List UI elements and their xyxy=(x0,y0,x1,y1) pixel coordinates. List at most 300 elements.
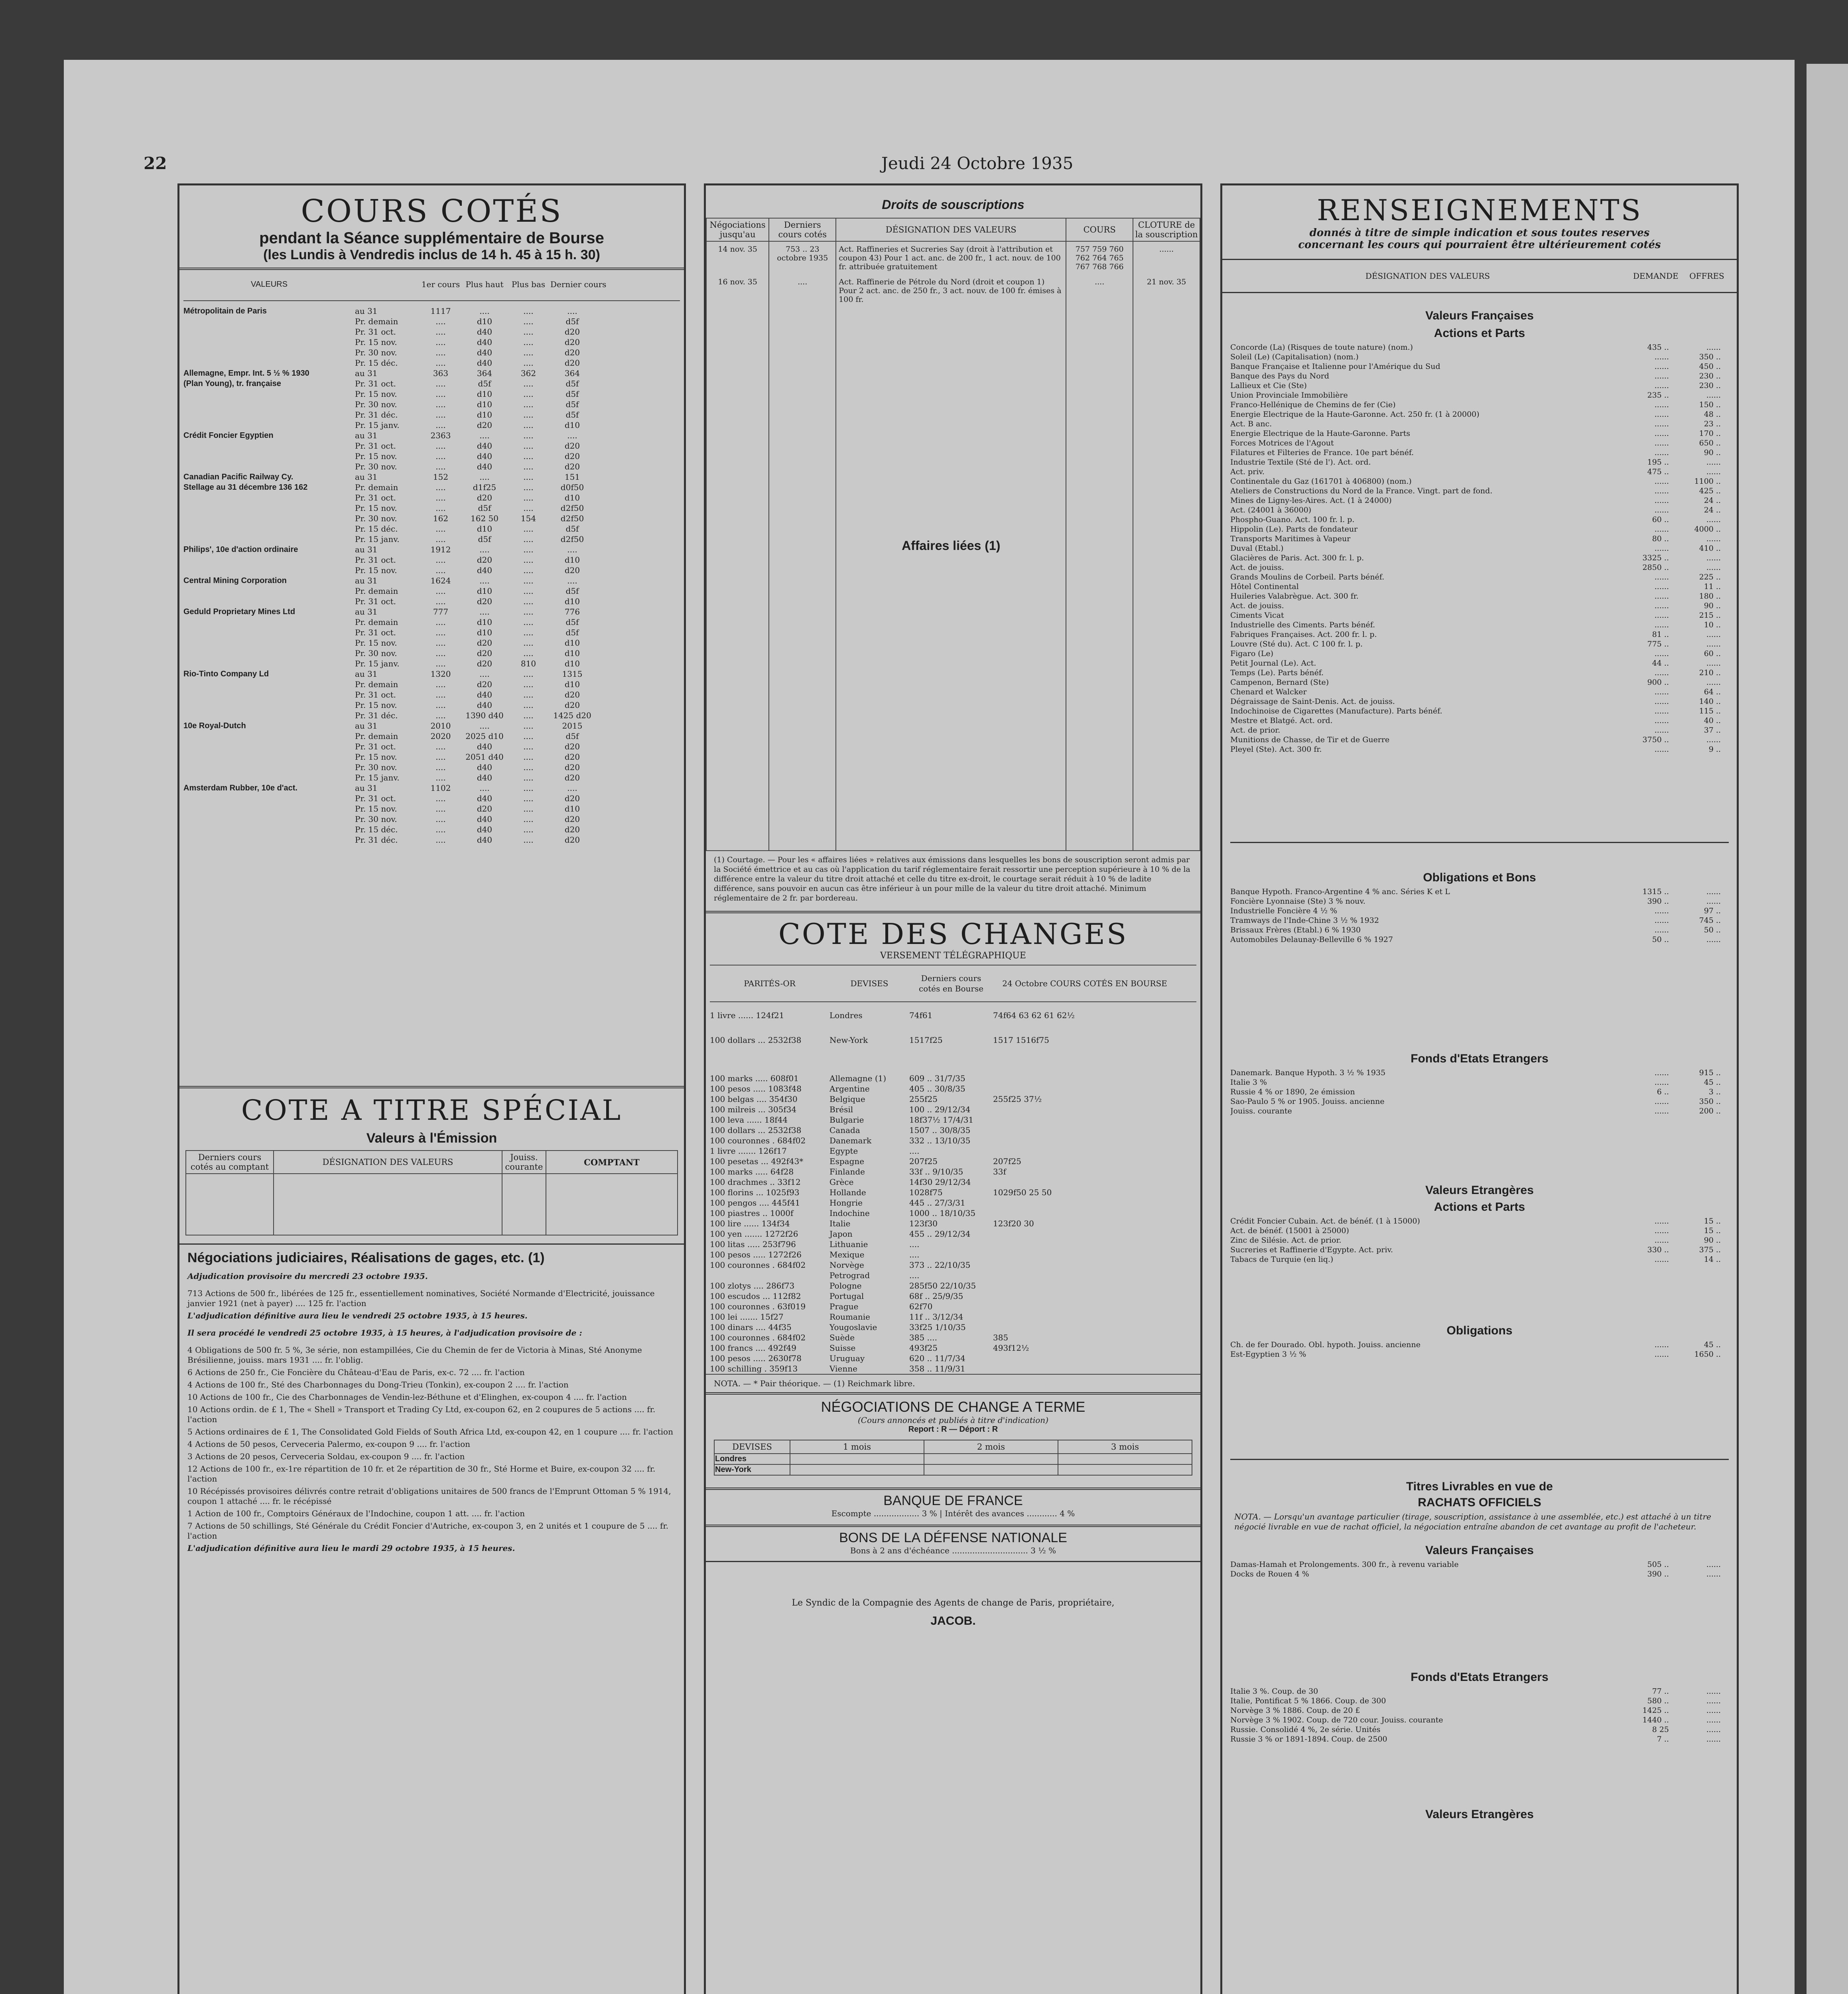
change-row xyxy=(710,1281,1196,1291)
row-1er: .... xyxy=(435,451,446,461)
renseignement-row xyxy=(1230,678,1729,687)
renseignement-name: Ciments Vicat xyxy=(1230,611,1284,620)
emission-table xyxy=(185,1150,678,1235)
cours-row xyxy=(183,368,680,378)
renseignement-demande: ...... xyxy=(1654,448,1669,457)
row-1er: .... xyxy=(435,773,446,782)
row-1er: 152 xyxy=(433,472,449,482)
row-1er: .... xyxy=(435,814,446,824)
renseignement-name: Jouiss. courante xyxy=(1230,1107,1292,1115)
renseignement-demande: 3750 .. xyxy=(1642,735,1669,744)
row-plus-haut: 162 50 xyxy=(471,514,498,523)
row-plus-bas: .... xyxy=(523,763,534,772)
renseignement-offres: 50 .. xyxy=(1704,926,1721,934)
renseignements-body xyxy=(1222,309,1737,1821)
renseignement-demande: ...... xyxy=(1654,381,1669,390)
row-delay: Pr. demain xyxy=(355,586,398,596)
row-1er: .... xyxy=(435,680,446,689)
row-dernier: d10 xyxy=(564,493,580,502)
renseignement-demande: ...... xyxy=(1654,1226,1669,1235)
row-dernier: d20 xyxy=(564,462,580,471)
renseignement-row xyxy=(1230,524,1729,534)
change-cours xyxy=(993,1084,1176,1094)
renseignement-row xyxy=(1230,735,1729,745)
row-plus-bas: .... xyxy=(523,628,534,637)
renseignement-demande: ...... xyxy=(1654,525,1669,534)
row-dernier: d5f xyxy=(565,389,579,399)
row-dernier: d20 xyxy=(564,742,580,751)
row-1er: .... xyxy=(435,410,446,420)
row-plus-bas: .... xyxy=(523,794,534,803)
row-plus-haut: d20 xyxy=(477,420,493,430)
renseignement-row xyxy=(1230,706,1729,716)
renseignement-row xyxy=(1230,572,1729,582)
change-row xyxy=(710,1115,1196,1125)
row-valeur xyxy=(183,347,355,358)
row-plus-haut: .... xyxy=(479,431,490,440)
change-parite: 100 schilling . 359f13 xyxy=(710,1364,798,1373)
row-plus-bas: .... xyxy=(523,545,534,554)
cours-row xyxy=(183,544,680,555)
row-1er: 1912 xyxy=(430,545,451,554)
row-delay: Pr. 31 oct. xyxy=(355,794,396,803)
renseignement-offres: 180 .. xyxy=(1699,592,1721,601)
renseignement-name: Grands Moulins de Corbeil. Parts bénéf. xyxy=(1230,573,1385,581)
change-devise: Hongrie xyxy=(829,1198,863,1208)
change-dernier: 100 .. 29/12/34 xyxy=(909,1105,971,1114)
row-valeur xyxy=(183,710,355,721)
droits-close: ...... xyxy=(1133,241,1200,274)
change-row xyxy=(710,1125,1196,1135)
renseignement-demande: 390 .. xyxy=(1647,897,1669,906)
renseignement-row xyxy=(1230,429,1729,438)
section-heading: Obligations et Bons xyxy=(1423,871,1536,884)
row-1er: 162 xyxy=(433,514,449,523)
change-cours: 74f64 63 62 61 62½ xyxy=(993,1011,1075,1020)
renseignement-name: Concorde (La) (Risques de toute nature) (nom.) xyxy=(1230,343,1413,352)
row-plus-haut: d20 xyxy=(477,659,493,668)
row-plus-bas: .... xyxy=(523,638,534,648)
row-valeur: Philips', 10e d'action ordinaire xyxy=(183,545,298,554)
droits-table: Négociations jusqu'au Derniers cours cotés DÉSIGNATION DES VALEURS COURS CLOTURE de la souscription 14 nov. 35 753 .. 23 octobre 1935 Act. Raffineries et Sucreries Say (droit à l'attribution et coupon 43) Pour 1 act. anc. de 200 fr., 1 act. nouv. de 100 fr. attribuée gratuitement 757 759 760 762 764 765 767 768 766 ...... 16 nov. 35 .... Act. Raffinerie de Pétrole du Nord (droit et coupon 1) Pour 2 act. anc. de 250 fr., 3 act. nouv. de 100 fr. émises à 100 fr. .... 21 nov. 35 Affaires liées (1) xyxy=(706,218,1200,851)
renseignement-offres: 350 .. xyxy=(1699,1097,1721,1106)
row-plus-bas: .... xyxy=(523,731,534,741)
affaires-liees: Affaires liées (1) xyxy=(902,538,1001,553)
renseignement-demande: ...... xyxy=(1654,477,1669,486)
change-devise: Finlande xyxy=(829,1167,865,1176)
cours-row xyxy=(183,451,680,461)
section-heading: Fonds d'Etats Etrangers xyxy=(1411,1052,1549,1065)
row-plus-bas: .... xyxy=(523,348,534,357)
change-devise: Suisse xyxy=(829,1343,856,1353)
renseignement-row xyxy=(1230,419,1729,429)
change-row xyxy=(710,1229,1196,1239)
row-plus-haut: .... xyxy=(479,576,490,585)
droits-last: .... xyxy=(769,274,836,307)
row-delay: Pr. demain xyxy=(355,731,398,741)
cours-row xyxy=(183,638,680,648)
renseignement-name: Industrielle des Ciments. Parts bénéf. xyxy=(1230,621,1375,629)
row-plus-haut: d1f25 xyxy=(473,483,496,492)
change-parite: 100 francs .... 492f49 xyxy=(710,1343,796,1353)
change-row xyxy=(710,1135,1196,1146)
cours-row xyxy=(183,420,680,430)
cours-cotes-header xyxy=(179,270,684,303)
row-dernier: d10 xyxy=(564,659,580,668)
renseignement-offres: ...... xyxy=(1706,1687,1721,1696)
renseignement-name: Damas-Hamah et Prolongements. 300 fr., à revenu variable xyxy=(1230,1560,1459,1569)
row-dernier: d10 xyxy=(564,420,580,430)
cours-row xyxy=(183,316,680,327)
change-devise: Roumanie xyxy=(829,1312,870,1322)
row-delay: Pr. 15 nov. xyxy=(355,700,397,710)
row-valeur xyxy=(183,389,355,399)
renseignement-demande: 1440 .. xyxy=(1642,1716,1669,1724)
row-plus-bas: .... xyxy=(523,483,534,492)
row-valeur xyxy=(183,762,355,772)
row-plus-bas: .... xyxy=(523,814,534,824)
renseignement-offres: 915 .. xyxy=(1699,1068,1721,1077)
row-plus-bas: .... xyxy=(523,524,534,534)
change-dernier: 18f37½ 17/4/31 xyxy=(909,1115,974,1125)
renseignement-offres: ...... xyxy=(1706,1706,1721,1715)
section-heading: Actions et Parts xyxy=(1434,1200,1525,1214)
change-parite: 100 dollars ... 2532f38 xyxy=(710,1125,802,1135)
renseignement-demande: ...... xyxy=(1654,506,1669,514)
renseignement-row xyxy=(1230,1068,1729,1078)
row-plus-haut: 2051 d40 xyxy=(465,752,504,762)
change-cours xyxy=(993,1260,1176,1270)
cours-row xyxy=(183,648,680,658)
renseignement-row xyxy=(1230,1706,1729,1715)
row-plus-haut: d10 xyxy=(477,389,493,399)
changes-sub: VERSEMENT TÉLÉGRAPHIQUE xyxy=(880,951,1026,961)
renseignement-row xyxy=(1230,935,1729,944)
renseignement-name: Sucreries et Raffinerie d'Egypte. Act. priv. xyxy=(1230,1245,1393,1254)
renseignement-row xyxy=(1230,601,1729,611)
renseignement-name: Tramways de l'Inde-Chine 3 ½ % 1932 xyxy=(1230,916,1379,925)
change-cours: 385 xyxy=(993,1333,1009,1342)
change-row xyxy=(710,1332,1196,1343)
cours-row xyxy=(183,461,680,472)
cours-row xyxy=(183,783,680,793)
renseignement-offres: 140 .. xyxy=(1699,697,1721,706)
row-delay: Pr. 15 nov. xyxy=(355,503,397,513)
change-cours xyxy=(993,1177,1176,1187)
renseignement-offres: 60 .. xyxy=(1704,649,1721,658)
row-1er: .... xyxy=(435,690,446,699)
renseignement-name: Figaro (Le) xyxy=(1230,649,1273,658)
emission-col-comptant: COMPTANT xyxy=(546,1151,678,1174)
row-1er: .... xyxy=(435,420,446,430)
change-parite: 100 marks ..... 608f01 xyxy=(710,1074,799,1083)
row-dernier: d20 xyxy=(564,700,580,710)
changes-title: COTE DES CHANGES xyxy=(778,917,1128,951)
emission-col-jouiss: Jouiss. courante xyxy=(502,1151,546,1174)
cours-row xyxy=(183,586,680,596)
section-heading: Valeurs Françaises xyxy=(1425,1544,1534,1557)
change-parite: 100 couronnes . 684f02 xyxy=(710,1136,806,1145)
row-dernier: .... xyxy=(567,576,577,585)
row-delay: Pr. 30 nov. xyxy=(355,400,397,409)
row-plus-bas: .... xyxy=(523,493,534,502)
renseignement-offres: 425 .. xyxy=(1699,487,1721,495)
cours-row xyxy=(183,358,680,368)
change-dernier: 609 .. 31/7/35 xyxy=(909,1074,965,1083)
row-delay: au 31 xyxy=(355,721,378,731)
renseignement-row xyxy=(1230,448,1729,457)
change-cours: 207f25 xyxy=(993,1157,1022,1166)
row-valeur: 10e Royal-Dutch xyxy=(183,721,246,730)
row-valeur: Amsterdam Rubber, 10e d'act. xyxy=(183,784,297,792)
row-dernier: d2f50 xyxy=(560,503,584,513)
row-plus-haut: d20 xyxy=(477,680,493,689)
row-1er: .... xyxy=(435,586,446,596)
row-dernier: 364 xyxy=(564,368,580,378)
row-1er: .... xyxy=(435,337,446,347)
section-heading: RACHATS OFFICIELS xyxy=(1418,1496,1541,1509)
row-plus-haut: d5f xyxy=(478,379,491,388)
change-cours xyxy=(993,1270,1176,1281)
emission-title: Valeurs à l'Émission xyxy=(366,1131,497,1146)
renseignement-demande: ...... xyxy=(1654,906,1669,915)
change-cours xyxy=(993,1115,1176,1125)
renseignement-name: Hippolin (Le). Parts de fondateur xyxy=(1230,525,1358,534)
renseignement-name: Foncière Lyonnaise (Ste) 3 % nouv. xyxy=(1230,897,1365,906)
change-parite: 100 milreis ... 305f34 xyxy=(710,1105,797,1114)
change-dernier: 33f .. 9/10/35 xyxy=(909,1167,963,1176)
renseignement-demande: ...... xyxy=(1654,410,1669,419)
renseignement-name: Glacières de Paris. Act. 300 fr. l. p. xyxy=(1230,554,1364,562)
row-plus-bas: .... xyxy=(523,389,534,399)
change-dernier: .... xyxy=(909,1250,920,1259)
change-devise: Portugal xyxy=(829,1291,864,1301)
section-heading: Valeurs Françaises xyxy=(1425,309,1534,322)
renseignement-demande: 2850 .. xyxy=(1642,563,1669,572)
row-delay: Pr. 30 nov. xyxy=(355,348,397,357)
renseignement-demande: 1425 .. xyxy=(1642,1706,1669,1715)
change-parite: 100 pesos ..... 1272f26 xyxy=(710,1250,802,1259)
renseignement-offres: ...... xyxy=(1706,534,1721,543)
row-plus-bas: .... xyxy=(523,700,534,710)
row-plus-bas: .... xyxy=(523,337,534,347)
change-devise: Argentine xyxy=(829,1084,870,1094)
renseignement-name: Russie. Consolidé 4 %, 2e série. Unités xyxy=(1230,1725,1381,1734)
row-1er: .... xyxy=(435,379,446,388)
renseignement-row xyxy=(1230,467,1729,477)
renseignement-offres: ...... xyxy=(1706,515,1721,524)
row-plus-haut: d40 xyxy=(477,337,493,347)
row-plus-haut: d20 xyxy=(477,493,493,502)
renseignement-offres: ...... xyxy=(1706,659,1721,668)
row-plus-bas: .... xyxy=(523,327,534,337)
row-plus-bas: .... xyxy=(523,431,534,440)
change-dernier: 405 .. 30/8/35 xyxy=(909,1084,965,1094)
renseignement-name: Act. priv. xyxy=(1230,467,1265,476)
row-delay: Pr. 15 janv. xyxy=(355,659,400,668)
change-devise: Grèce xyxy=(829,1177,854,1187)
renseignement-name: Lallieux et Cie (Ste) xyxy=(1230,381,1307,390)
renseignement-demande: ...... xyxy=(1654,707,1669,715)
row-plus-haut: d40 xyxy=(477,358,493,368)
renseignement-row xyxy=(1230,1569,1729,1579)
row-plus-bas: 154 xyxy=(520,514,536,523)
change-cours xyxy=(993,1239,1176,1249)
droits-row xyxy=(706,274,1200,307)
row-plus-haut: d40 xyxy=(477,825,493,834)
change-dernier: 285f50 22/10/35 xyxy=(909,1281,976,1291)
row-plus-bas: .... xyxy=(523,835,534,845)
change-devise: Mexique xyxy=(829,1250,865,1259)
row-plus-bas: .... xyxy=(523,690,534,699)
change-row xyxy=(710,1312,1196,1322)
change-cours xyxy=(993,1291,1176,1301)
renseignement-offres: ...... xyxy=(1706,735,1721,744)
renseignement-name: Dégraissage de Saint-Denis. Act. de jouiss. xyxy=(1230,697,1395,706)
renseignement-name: Italie 3 %. Coup. de 30 xyxy=(1230,1687,1318,1696)
change-cours xyxy=(993,1301,1176,1312)
change-dernier: 1517f25 xyxy=(909,1035,943,1045)
change-row xyxy=(710,1239,1196,1249)
renseignement-name: Petit Journal (Le). Act. xyxy=(1230,659,1316,668)
renseignement-row xyxy=(1230,496,1729,505)
renseignement-offres: ...... xyxy=(1706,935,1721,944)
renseignement-name: Crédit Foncier Cubain. Act. de bénéf. (1 à 15000) xyxy=(1230,1217,1420,1226)
row-1er: .... xyxy=(435,825,446,834)
row-valeur: Stellage au 31 décembre 136 162 xyxy=(183,483,308,492)
renseignement-offres: 48 .. xyxy=(1704,410,1721,419)
row-dernier: d5f xyxy=(565,617,579,627)
page-date: Jeudi 24 Octobre 1935 xyxy=(881,154,1074,173)
renseignement-row xyxy=(1230,668,1729,678)
row-dernier: d20 xyxy=(564,690,580,699)
negociation-line: L'adjudication définitive aura lieu le vendredi 25 octobre 1935, à 15 heures. xyxy=(187,1311,528,1320)
change-parite: 1 livre ....... 126f17 xyxy=(710,1146,787,1156)
renseignement-name: Filatures et Filteries de France. 10e part bénéf. xyxy=(1230,448,1414,457)
row-plus-bas: .... xyxy=(523,711,534,720)
negociation-line: 3 Actions de 20 pesos, Cerveceria Soldau, ex-coupon 9 .... fr. l'action xyxy=(187,1452,465,1461)
row-plus-bas: .... xyxy=(523,721,534,731)
change-devise: Vienne xyxy=(829,1364,857,1373)
row-dernier: d5f xyxy=(565,379,579,388)
row-valeur xyxy=(183,399,355,410)
renseignement-row xyxy=(1230,639,1729,649)
renseignement-row xyxy=(1230,343,1729,352)
negociation-line: 12 Actions de 100 fr., ex-1re répartition de 10 fr. et 2e répartition de 30 fr., Sté Horme et Buire, ex-coupon 32 .... fr. l'action xyxy=(187,1464,656,1484)
change-row xyxy=(710,1208,1196,1218)
change-parite: 100 pesetas ... 492f43* xyxy=(710,1157,804,1166)
row-1er: .... xyxy=(435,617,446,627)
row-delay: Pr. 31 oct. xyxy=(355,379,396,388)
renseignement-name: Banque Hypoth. Franco-Argentine 4 % anc. Séries K et L xyxy=(1230,887,1450,896)
terme-row-londres: Londres xyxy=(714,1454,790,1464)
row-valeur xyxy=(183,555,355,565)
row-valeur xyxy=(183,679,355,690)
row-valeur xyxy=(183,327,355,337)
row-dernier: 151 xyxy=(564,472,580,482)
facing-page-edge xyxy=(1807,64,1848,1994)
renseignement-demande: ...... xyxy=(1654,487,1669,495)
change-row xyxy=(710,1035,1196,1045)
renseignement-row xyxy=(1230,362,1729,371)
row-plus-bas: .... xyxy=(523,441,534,451)
cours-row xyxy=(183,493,680,503)
courtage-note: (1) Courtage. — Pour les « affaires liées » relatives aux émissions dans lesquelles les bons de souscription seront admis par la Société émettrice et au cas où l'application du tarif réglementaire ferait ressortir une perception supérieure à 10 % de la différence entre la valeur du titre droit attaché et celle du titre ex-droit, le courtage serait réduit à 10 % de ladite différence, sans pouvoir en aucun cas être inférieur à un pour mille de la valeur du titre droit attaché. Minimum réglementaire de 2 fr. par bordereau. xyxy=(714,855,1190,902)
row-valeur xyxy=(183,461,355,472)
renseignement-offres: 15 .. xyxy=(1704,1217,1721,1226)
row-1er: .... xyxy=(435,524,446,534)
row-1er: .... xyxy=(435,327,446,337)
renseignements-title: RENSEIGNEMENTS xyxy=(1317,193,1642,227)
negociation-line: 713 Actions de 500 fr., libérées de 125 fr., essentiellement nominatives, Société Normande d'Electricité, jouissance janvier 1921 (net à payer) .... 125 fr. l'action xyxy=(187,1289,655,1308)
change-dernier: .... xyxy=(909,1239,920,1249)
change-devise: Indochine xyxy=(829,1208,870,1218)
change-cours: 123f20 30 xyxy=(993,1219,1034,1228)
row-1er: 2010 xyxy=(430,721,451,731)
change-dernier: .... xyxy=(909,1146,920,1156)
row-plus-haut: .... xyxy=(479,545,490,554)
change-dernier: 1028f75 xyxy=(909,1188,943,1197)
row-dernier: d20 xyxy=(564,773,580,782)
change-row xyxy=(710,1291,1196,1301)
row-plus-bas: .... xyxy=(523,565,534,575)
renseignement-offres: ...... xyxy=(1706,391,1721,400)
renseignement-demande: 775 .. xyxy=(1647,640,1669,648)
section-heading: Actions et Parts xyxy=(1434,327,1525,340)
row-1er: 1320 xyxy=(430,669,451,679)
row-valeur xyxy=(183,648,355,658)
row-1er: 777 xyxy=(433,607,449,617)
negociation-line: Il sera procédé le vendredi 25 octobre 1935, à 15 heures, à l'adjudication provisoire de : xyxy=(187,1328,582,1338)
change-cours xyxy=(993,1363,1176,1374)
negociation-line: 6 Actions de 250 fr., Cie Foncière du Château-d'Eau de Paris, ex-c. 72 .... fr. l'action xyxy=(187,1367,525,1377)
renseignement-row xyxy=(1230,582,1729,591)
renseignement-row xyxy=(1230,687,1729,697)
row-dernier: d2f50 xyxy=(560,514,584,523)
renseignement-demande: ...... xyxy=(1654,420,1669,428)
renseignement-demande: ...... xyxy=(1654,592,1669,601)
section-heading: Titres Livrables en vue de xyxy=(1406,1480,1553,1493)
droits-desig: Act. Raffineries et Sucreries Say (droit à l'attribution et coupon 43) Pour 1 act. anc. de 200 fr., 1 act. nouv. de 100 fr. attribuée gratuitement xyxy=(836,241,1066,274)
column-droits-changes xyxy=(704,183,1202,1994)
row-valeur xyxy=(183,420,355,430)
renseignement-name: Temps (Le). Parts bénéf. xyxy=(1230,668,1324,677)
renseignement-offres: 200 .. xyxy=(1699,1107,1721,1115)
cours-row xyxy=(183,721,680,731)
change-parite: 100 escudos ... 112f82 xyxy=(710,1291,801,1301)
renseignement-demande: ...... xyxy=(1654,1217,1669,1226)
renseignement-offres: 350 .. xyxy=(1699,353,1721,361)
special-title: COTE A TITRE SPÉCIAL xyxy=(241,1094,623,1127)
row-dernier: d20 xyxy=(564,752,580,762)
row-delay: Pr. demain xyxy=(355,483,398,492)
row-dernier: d5f xyxy=(565,400,579,409)
row-valeur xyxy=(183,690,355,700)
renseignement-row xyxy=(1230,591,1729,601)
row-plus-bas: .... xyxy=(523,680,534,689)
renseignement-demande: 80 .. xyxy=(1652,534,1669,543)
renseignement-offres: ...... xyxy=(1706,343,1721,352)
renseignement-demande: ...... xyxy=(1654,1068,1669,1077)
change-cours: 255f25 37½ xyxy=(993,1094,1042,1104)
renseignement-row xyxy=(1230,1350,1729,1359)
rachats-nota: NOTA. — Lorsqu'un avantage particulier (tirage, souscription, assistance à une assemblée, etc.) est attaché à un titre négocié livrable en vue de rachat officiel, la négociation entraîne abandon de cet avantage au profit de l'acheteur. xyxy=(1234,1512,1711,1531)
row-dernier: d20 xyxy=(564,327,580,337)
row-1er: 2020 xyxy=(430,731,451,741)
row-valeur xyxy=(183,824,355,835)
cours-row xyxy=(183,347,680,358)
row-plus-haut: d10 xyxy=(477,317,493,326)
